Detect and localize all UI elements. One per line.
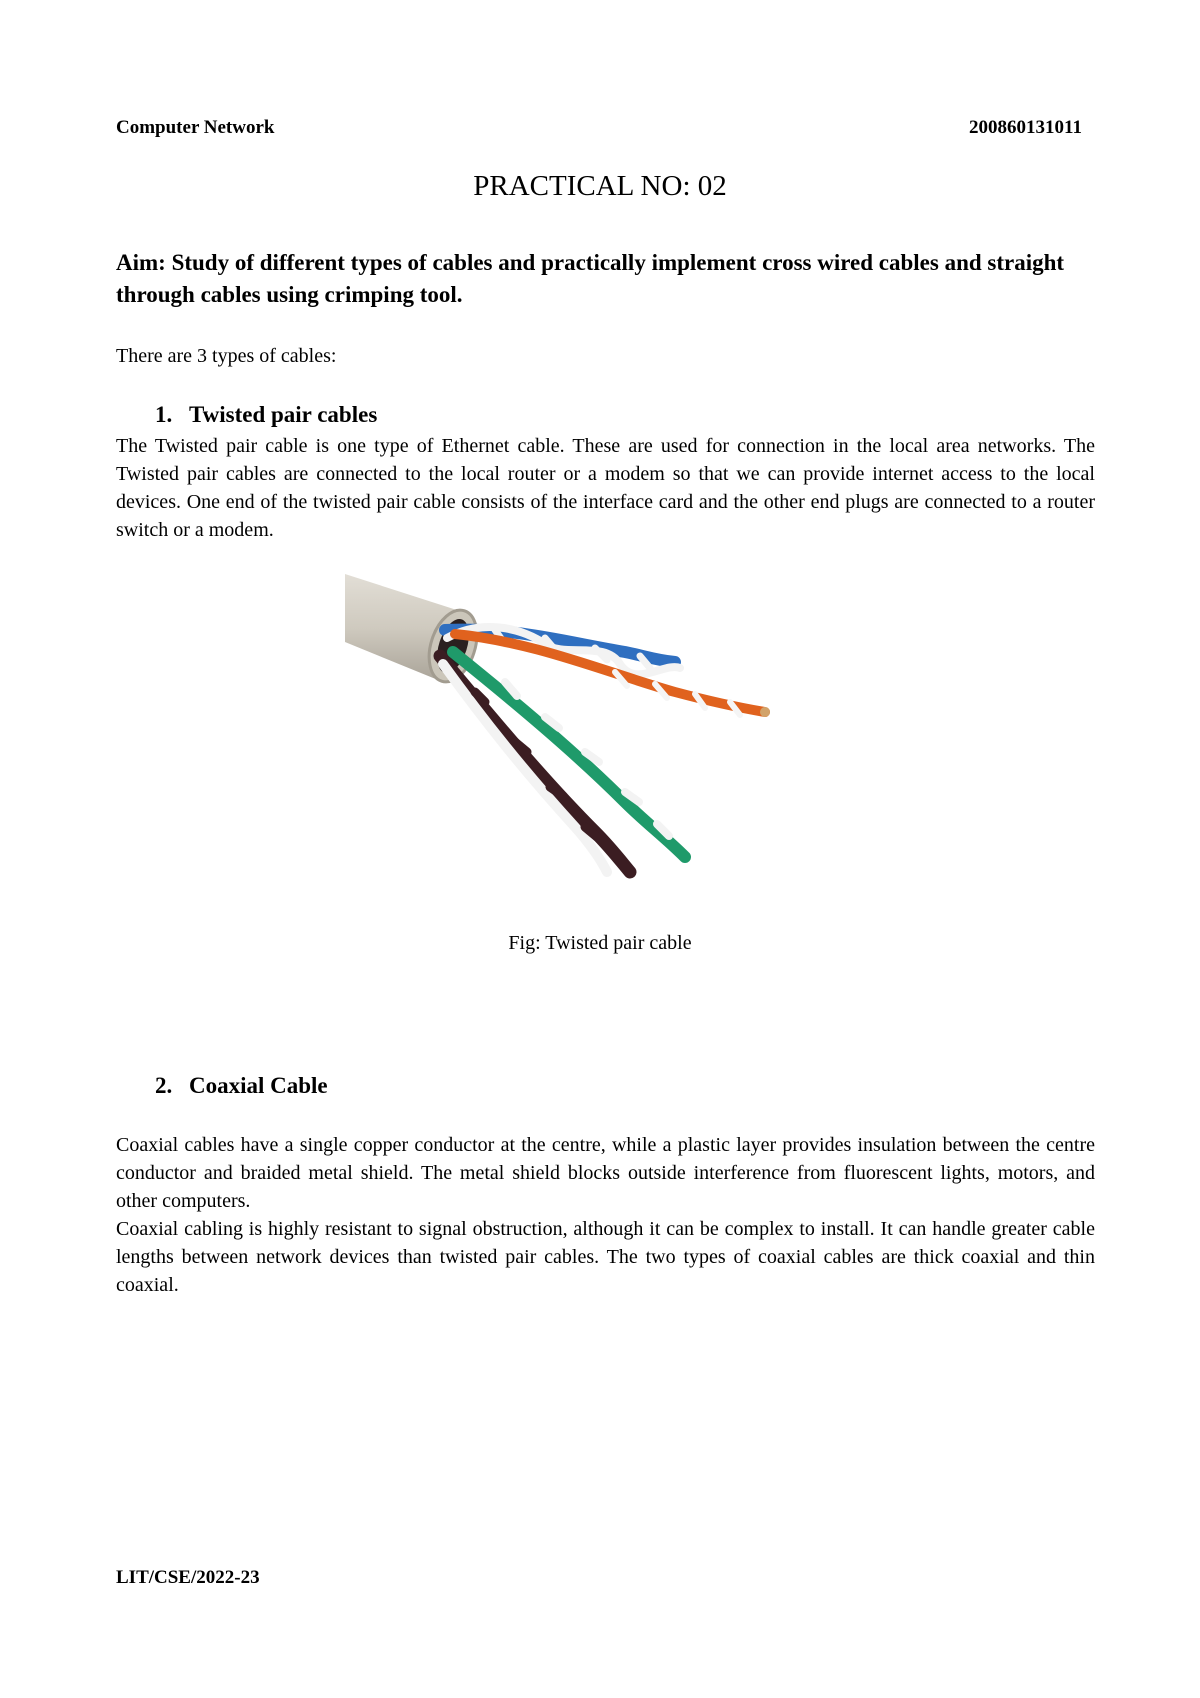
paragraph: The Twisted pair cable is one type of Ethernet cable. These are used for connection in the local area networks. The Twisted pair cables are connected to the local router or a modem so that we can provide internet access to the local devices. One end of the twisted pair cable consists of the interface card and the other end plugs are connected to a router switch or a modem. — [116, 435, 1095, 541]
section-heading-coaxial — [155, 1073, 328, 1099]
section-title: Twisted pair cables — [189, 402, 378, 427]
twisted-pair-cable-figure — [345, 572, 795, 887]
page-title: PRACTICAL NO: 02 — [473, 170, 727, 202]
section-number: 1. — [155, 402, 173, 427]
section-number: 2. — [155, 1073, 173, 1098]
aim-statement: Aim: Study of different types of cables and practically implement cross wired cables and straight through cables using crimping tool. — [116, 250, 1065, 307]
section-title: Coaxial Cable — [189, 1073, 328, 1098]
header-enrollment: 200860131011 — [969, 117, 1082, 138]
header-subject: Computer Network — [116, 117, 275, 138]
paragraph: Coaxial cables have a single copper conductor at the centre, while a plastic layer provides insulation between the centre conductor and braided metal shield. The metal shield blocks outside interference from fluorescent lights, motors, and other computers. — [116, 1134, 1095, 1212]
twisted-pair-paragraph — [116, 432, 1095, 544]
figure-caption: Fig: Twisted pair cable — [508, 932, 692, 954]
twisted-pair-cable-image — [345, 572, 795, 887]
section-heading-twisted-pair — [155, 402, 377, 428]
intro-text: There are 3 types of cables: — [116, 345, 337, 367]
paragraph: Coaxial cabling is highly resistant to signal obstruction, although it can be complex to install. It can handle greater cable lengths between network devices than twisted pair cables. The two types of coaxial cables are thick coaxial and thin coaxial. — [116, 1218, 1095, 1296]
coaxial-paragraphs — [116, 1131, 1095, 1299]
footer-code: LIT/CSE/2022-23 — [116, 1567, 260, 1588]
